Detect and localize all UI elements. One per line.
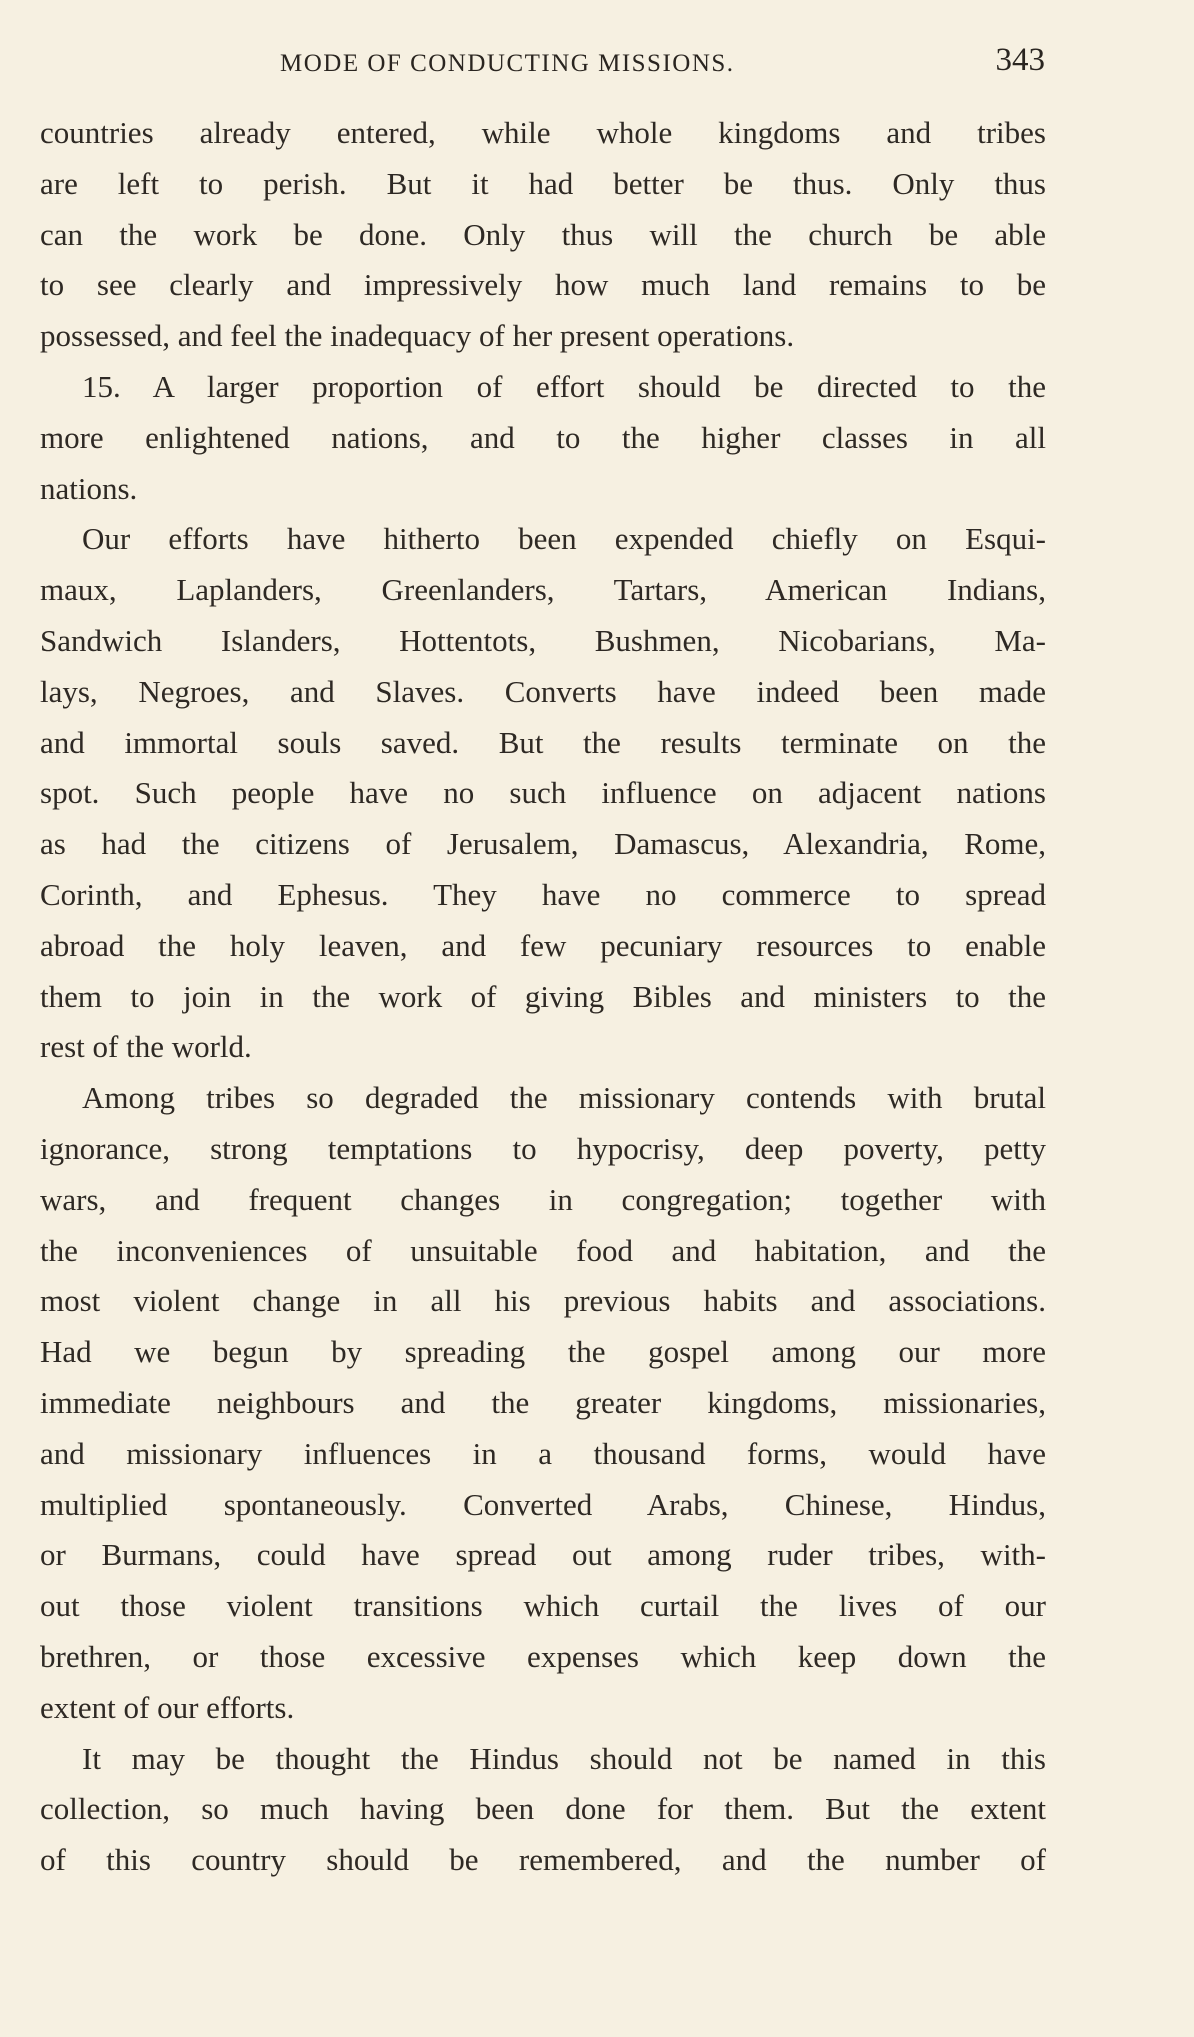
text-line: or Burmans, could have spread out among ruder tribes, with-: [40, 1537, 1046, 1573]
text-line: can the work be done. Only thus will the church be able: [40, 216, 1046, 252]
text-line: immediate neighbours and the greater kingdoms, missionaries,: [40, 1384, 1046, 1420]
text-line: are left to perish. But it had better be thus. Only thus: [40, 165, 1046, 201]
text-line: more enlightened nations, and to the higher classes in all: [40, 419, 1046, 455]
text-line: possessed, and feel the inadequacy of her present operations.: [40, 318, 795, 354]
text-line: Our efforts have hitherto been expended chiefly on Esqui-: [82, 521, 1046, 557]
text-line: of this country should be remembered, and the number of: [40, 1842, 1046, 1878]
text-line: extent of our efforts.: [40, 1689, 295, 1725]
text-line: the inconveniences of unsuitable food and habitation, and the: [40, 1232, 1046, 1268]
text-line: lays, Negroes, and Slaves. Converts have indeed been made: [40, 673, 1046, 709]
text-line: Corinth, and Ephesus. They have no commerce to spread: [40, 876, 1046, 912]
page-number: 343: [995, 42, 1045, 78]
text-line: brethren, or those excessive expenses which keep down the: [40, 1638, 1046, 1674]
running-head: MODE OF CONDUCTING MISSIONS.: [280, 50, 735, 77]
text-line: them to join in the work of giving Bibles and ministers to the: [40, 978, 1046, 1014]
text-line: wars, and frequent changes in congregation; together with: [40, 1181, 1046, 1217]
text-line: spot. Such people have no such influence on adjacent nations: [40, 775, 1046, 811]
text-line: ignorance, strong temptations to hypocrisy, deep poverty, petty: [40, 1130, 1046, 1166]
text-line: Had we begun by spreading the gospel among our more: [40, 1334, 1046, 1370]
text-line: out those violent transitions which curtail the lives of our: [40, 1588, 1046, 1624]
text-line: Among tribes so degraded the missionary contends with brutal: [82, 1080, 1046, 1116]
text-line: as had the citizens of Jerusalem, Damascus, Alexandria, Rome,: [40, 826, 1046, 862]
text-line: maux, Laplanders, Greenlanders, Tartars, American Indians,: [40, 572, 1046, 608]
text-line: rest of the world.: [40, 1029, 252, 1065]
text-line: Sandwich Islanders, Hottentots, Bushmen, Nicobarians, Ma-: [40, 622, 1046, 658]
text-line: and missionary influences in a thousand forms, would have: [40, 1435, 1046, 1471]
text-line: multiplied spontaneously. Converted Arabs, Chinese, Hindus,: [40, 1486, 1046, 1522]
page-header: [42, 42, 1045, 92]
text-line: 15. A larger proportion of effort should be directed to the: [82, 368, 1046, 404]
text-line: countries already entered, while whole kingdoms and tribes: [40, 115, 1046, 150]
text-line: It may be thought the Hindus should not be named in this: [82, 1740, 1046, 1776]
text-line: collection, so much having been done for them. But the extent: [40, 1791, 1046, 1827]
body-text: [40, 108, 1046, 1886]
text-line: abroad the holy leaven, and few pecuniary resources to enable: [40, 927, 1046, 963]
text-line: most violent change in all his previous habits and associations.: [40, 1283, 1046, 1319]
text-line: and immortal souls saved. But the results terminate on the: [40, 724, 1046, 760]
text-line: to see clearly and impressively how much land remains to be: [40, 267, 1046, 303]
text-line: nations.: [40, 470, 138, 506]
